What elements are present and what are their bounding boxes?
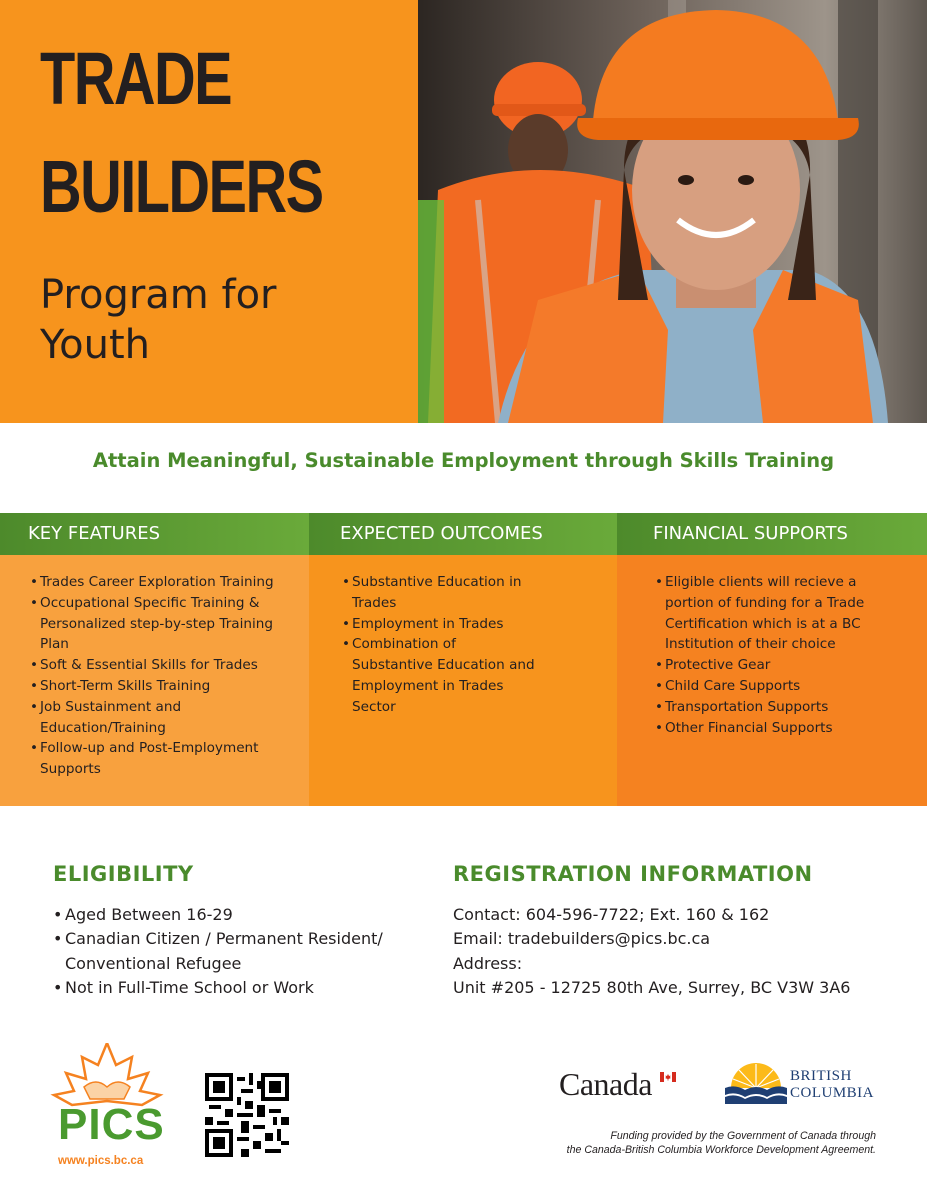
- list-item: • Protective Gear: [665, 655, 897, 676]
- key-features-list: [0, 555, 309, 780]
- feature-columns: [0, 513, 927, 806]
- list-item: • Other Financial Supports: [665, 718, 897, 739]
- eligibility-list: [53, 903, 423, 1001]
- funding-statement: [520, 1129, 876, 1157]
- address-label: Address:: [453, 953, 523, 973]
- expected-outcomes-heading: EXPECTED OUTCOMES: [309, 513, 617, 555]
- tagline: Attain Meaningful, Sustainable Employment through Skills Training: [92, 449, 835, 472]
- financial-supports-heading: FINANCIAL SUPPORTS: [617, 513, 927, 555]
- worker-illustration: [418, 0, 927, 423]
- qr-code[interactable]: [205, 1073, 289, 1157]
- list-item: • Soft & Essential Skills for Trades: [40, 655, 297, 676]
- list-item: • Occupational Specific Training & Personalized step-by-step Training Plan: [40, 593, 297, 655]
- registration-info: [453, 903, 913, 1001]
- bc-wordmark-line2: COLUMBIA: [790, 1085, 875, 1101]
- pics-url[interactable]: www.pics.bc.ca: [58, 1155, 144, 1167]
- key-features-heading: KEY FEATURES: [0, 513, 309, 555]
- subtitle: [40, 270, 276, 370]
- contact-phone: Contact: 604-596-7722; Ext. 160 & 162: [453, 905, 770, 924]
- address: Unit #205 - 12725 80th Ave, Surrey, BC V3W 3A6: [453, 978, 851, 998]
- list-item: • Transportation Supports: [665, 697, 897, 718]
- title-trade: TRADE: [40, 37, 232, 120]
- contact-email: Email: tradebuilders@pics.bc.ca: [453, 929, 711, 949]
- list-item: • Trades Career Exploration Training: [40, 572, 297, 593]
- pics-logo-text: PICS: [58, 1100, 165, 1149]
- subtitle-line1: Program for: [40, 272, 277, 318]
- bc-sun-logo: [725, 1062, 787, 1104]
- list-item: • Aged Between 16-29: [53, 903, 423, 927]
- list-item: • Employment in Trades: [352, 614, 537, 635]
- registration-title: REGISTRATION INFORMATION: [453, 862, 813, 886]
- list-item: • Child Care Supports: [665, 676, 897, 697]
- funding-line1: Funding provided by the Government of Canada through: [610, 1130, 876, 1142]
- expected-outcomes-column: [309, 513, 617, 806]
- expected-outcomes-list: [309, 555, 617, 718]
- list-item: • Canadian Citizen / Permanent Resident/ Conventional Refugee: [53, 927, 423, 976]
- financial-supports-column: [617, 513, 927, 806]
- canada-wordmark: Canada: [559, 1066, 652, 1102]
- list-item: • Substantive Education in Trades: [352, 572, 537, 614]
- list-item: • Follow-up and Post-Employment Supports: [40, 738, 297, 780]
- key-features-column: [0, 513, 309, 806]
- funding-line2: the Canada-British Columbia Workforce Development Agreement.: [566, 1144, 876, 1156]
- list-item: • Short-Term Skills Training: [40, 676, 297, 697]
- hero-title-panel: [0, 0, 418, 423]
- list-item: • Not in Full-Time School or Work: [53, 976, 423, 1000]
- title-builders: BUILDERS: [40, 145, 323, 228]
- bc-wordmark-line1: BRITISH: [790, 1068, 852, 1084]
- canada-flag-icon: [660, 1072, 676, 1082]
- financial-supports-list: [617, 555, 927, 738]
- list-item: • Job Sustainment and Education/Training: [40, 697, 297, 739]
- hard-hat-worker-photo: [418, 0, 927, 423]
- list-item: • Combination of Substantive Education and Employment in Trades Sector: [352, 634, 537, 717]
- subtitle-line2: Youth: [40, 322, 150, 368]
- list-item: • Eligible clients will recieve a portion of funding for a Trade Certification which is at a BC Institution of their choice: [665, 572, 897, 655]
- eligibility-title: ELIGIBILITY: [53, 862, 194, 886]
